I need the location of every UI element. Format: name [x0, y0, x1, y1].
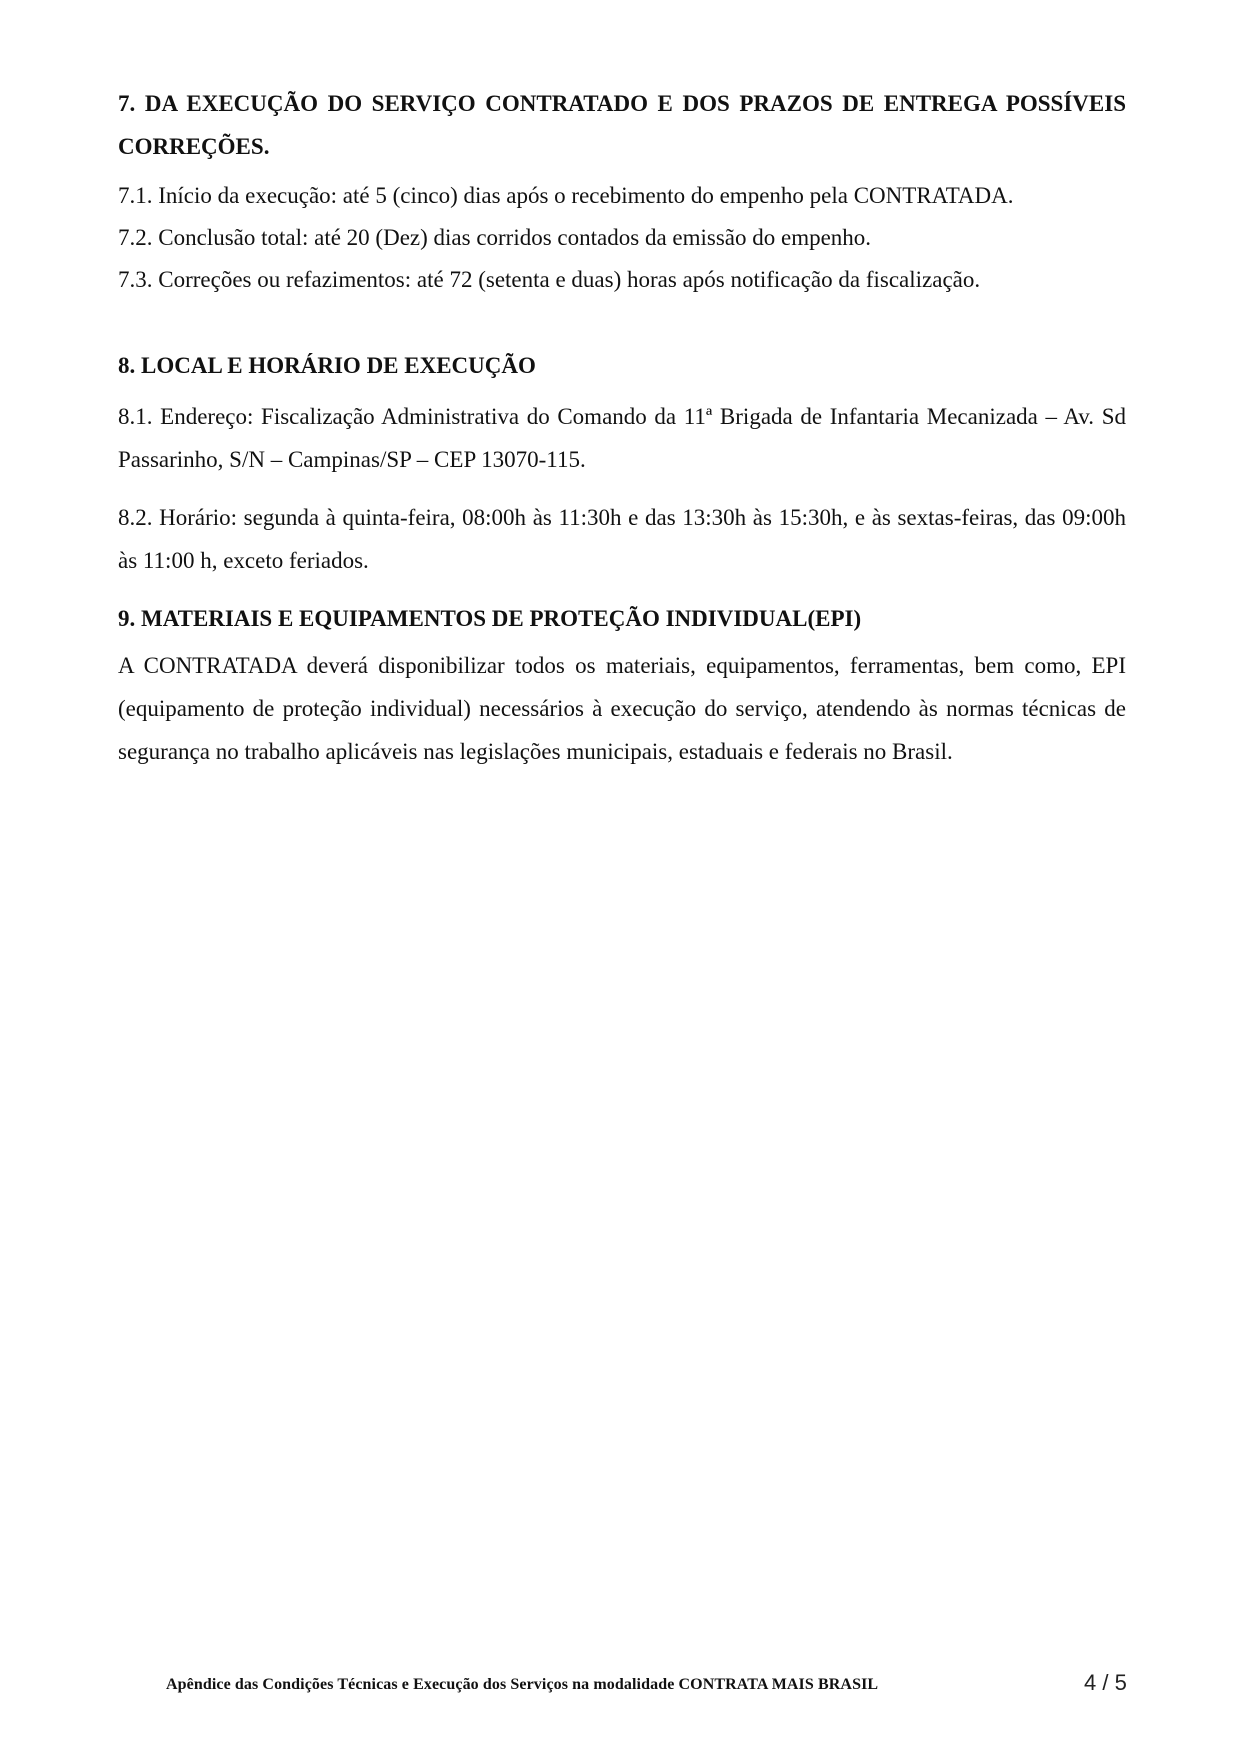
item-7-2: 7.2. Conclusão total: até 20 (Dez) dias corridos contados da emissão do empenho. — [118, 225, 872, 250]
section-9-heading: 9. MATERIAIS E EQUIPAMENTOS DE PROTEÇÃO INDIVIDUAL(EPI) — [118, 606, 862, 631]
item-8-1: 8.1. Endereço: Fiscalização Administrativa do Comando da 11ª Brigada de Infantaria Mecanizada – Av. Sd Passarinho, S/N – Campinas/SP – CEP 13070-115. — [118, 404, 1126, 472]
item-7-1: 7.1. Início da execução: até 5 (cinco) dias após o recebimento do empenho pela CONTRATADA. — [118, 183, 1014, 208]
item-7-3: 7.3. Correções ou refazimentos: até 72 (setenta e duas) horas após notificação da fiscalização. — [118, 267, 981, 292]
section-8 — [118, 344, 1126, 582]
footer-text: Apêndice das Condições Técnicas e Execução dos Serviços na modalidade CONTRATA MAIS BRASIL — [166, 1676, 879, 1693]
section-9 — [118, 597, 1126, 773]
page-number: 4 / 5 — [1084, 1670, 1127, 1695]
document-body — [118, 82, 1126, 788]
section-7 — [118, 82, 1126, 301]
section-7-heading: 7. DA EXECUÇÃO DO SERVIÇO CONTRATADO E DOS PRAZOS DE ENTREGA POSSÍVEIS CORREÇÕES. — [118, 91, 1126, 159]
section-8-heading: 8. LOCAL E HORÁRIO DE EXECUÇÃO — [118, 353, 536, 378]
section-9-paragraph: A CONTRATADA deverá disponibilizar todos os materiais, equipamentos, ferramentas, bem como, EPI (equipamento de proteção individual) necessários à execução do serviço, atendendo às normas técnicas de segurança no trabalho aplicáveis nas legislações municipais, estaduais e federais no Brasil. — [118, 653, 1126, 764]
item-8-2: 8.2. Horário: segunda à quinta-feira, 08:00h às 11:30h e das 13:30h às 15:30h, e às sextas-feiras, das 09:00h às 11:00 h, exceto feriados. — [118, 505, 1126, 573]
